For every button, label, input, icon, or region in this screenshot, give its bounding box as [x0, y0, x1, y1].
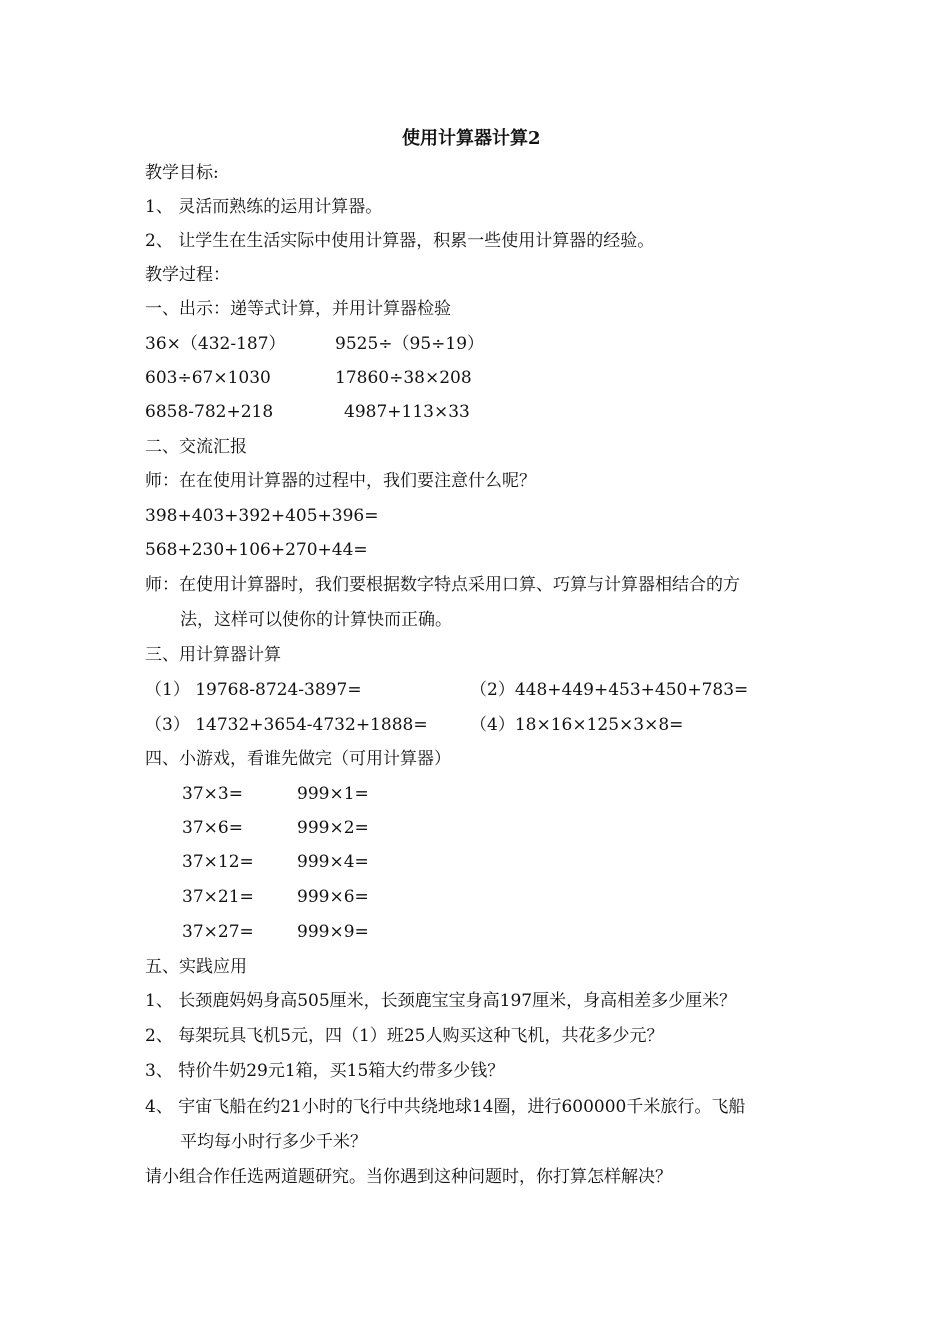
calc-expression: 603÷67×1030: [145, 368, 271, 388]
sum-expression: 398+403+392+405+396=: [145, 506, 379, 526]
calc-row: [145, 367, 705, 389]
section1-heading: 一、出示：递等式计算，并用计算器检验: [145, 299, 451, 319]
game-row: [182, 783, 422, 805]
goal-item: 1、 灵活而熟练的运用计算器。: [145, 197, 383, 217]
goal-item: 2、 让学生在生活实际中使用计算器，积累一些使用计算器的经验。: [145, 231, 655, 251]
teacher-answer-continued: 法，这样可以使你的计算快而正确。: [180, 610, 452, 630]
word-problem: 2、 每架玩具飞机5元，四（1）班25人购买这种飞机，共花多少元？: [145, 1026, 664, 1046]
game-expression: 999×2=: [297, 818, 369, 838]
calc-row: [145, 333, 705, 355]
calc-problem: （3） 14732+3654-4732+1888=: [145, 715, 428, 735]
game-expression: 999×9=: [297, 922, 369, 942]
calc-row: [145, 401, 705, 423]
calc-expression: 17860÷38×208: [335, 368, 472, 388]
process-heading: 教学过程：: [145, 265, 230, 285]
calc-expression: 6858-782+218: [145, 402, 274, 422]
calc-problem: （2）448+449+453+450+783=: [470, 680, 749, 700]
teacher-question: 师：在在使用计算器的过程中，我们要注意什么呢？: [145, 471, 536, 491]
word-problem: 1、 长颈鹿妈妈身高505厘米，长颈鹿宝宝身高197厘米，身高相差多少厘米？: [145, 991, 737, 1011]
closing-prompt: 请小组合作任选两道题研究。当你遇到这种问题时，你打算怎样解决？: [145, 1167, 672, 1187]
game-expression: 999×1=: [297, 784, 369, 804]
section4-heading: 四、小游戏，看谁先做完（可用计算器）: [145, 749, 451, 769]
calc-expression: 36×（432-187）: [145, 334, 286, 354]
game-row: [182, 817, 422, 839]
game-row: [182, 921, 422, 943]
game-expression: 37×3=: [182, 784, 243, 804]
calc-problem: （4）18×16×125×3×8=: [470, 715, 684, 735]
section5-heading: 五、实践应用: [145, 957, 247, 977]
game-expression: 999×6=: [297, 887, 369, 907]
goals-heading: 教学目标:: [145, 163, 219, 183]
calc-expression: 9525÷（95÷19）: [335, 334, 485, 354]
game-expression: 999×4=: [297, 852, 369, 872]
word-problem: 3、 特价牛奶29元1箱，买15箱大约带多少钱？: [145, 1061, 505, 1081]
word-problem-continued: 平均每小时行多少千米？: [180, 1132, 367, 1152]
calc-row: [145, 679, 749, 701]
sum-expression: 568+230+106+270+44=: [145, 540, 368, 560]
word-problem: 4、 宇宙飞船在约21小时的飞行中共绕地球14圈，进行600000千米旅行。飞船: [145, 1097, 746, 1117]
game-expression: 37×21=: [182, 887, 254, 907]
section2-heading: 二、交流汇报: [145, 437, 247, 457]
game-expression: 37×6=: [182, 818, 243, 838]
document-title: 使用计算器计算2: [402, 128, 541, 149]
calc-row: [145, 714, 745, 736]
teacher-answer: 师：在使用计算器时，我们要根据数字特点采用口算、巧算与计算器相结合的方: [145, 575, 740, 595]
section3-heading: 三、用计算器计算: [145, 645, 281, 665]
calc-expression: 4987+113×33: [344, 402, 470, 422]
game-row: [182, 851, 422, 873]
game-row: [182, 886, 422, 908]
game-expression: 37×12=: [182, 852, 254, 872]
calc-problem: （1） 19768-8724-3897=: [145, 680, 362, 700]
game-expression: 37×27=: [182, 922, 254, 942]
